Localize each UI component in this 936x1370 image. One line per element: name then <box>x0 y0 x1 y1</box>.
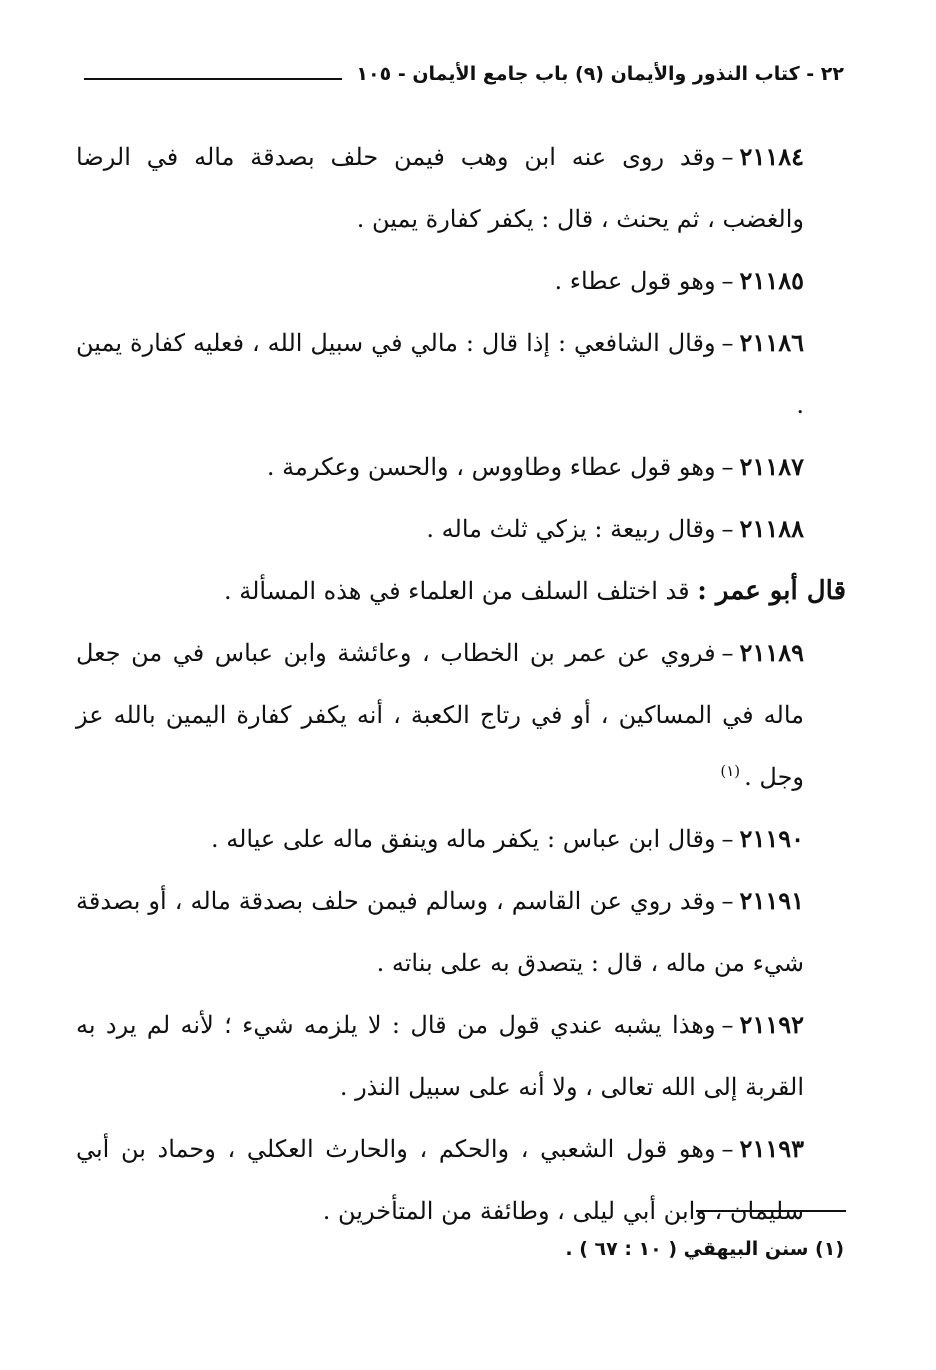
paragraph-number: ٢١١٨٩ <box>739 638 804 667</box>
paragraph-number: ٢١١٨٥ <box>739 266 804 295</box>
paragraph-number: ٢١١٨٧ <box>739 452 804 481</box>
paragraph-text: وقال الشافعي : إذا قال : مالي في سبيل الله ، فعليه كفارة يمين . <box>76 329 804 419</box>
paragraph-text: وهذا يشبه عندي قول من قال : لا يلزمه شيء ؛ لأنه لم يرد به القربة إلى الله تعالى ، ولا أنه على سبيل النذر . <box>76 1011 804 1101</box>
paragraph-21185: ٢١١٨٥–وهو قول عطاء . <box>554 266 804 295</box>
speaker-text: قد اختلف السلف من العلماء في هذه المسألة . <box>223 577 690 605</box>
paragraph-number: ٢١١٩٢ <box>739 1010 804 1039</box>
paragraph-number: ٢١١٨٨ <box>739 514 804 543</box>
paragraph-number: ٢١١٨٦ <box>739 328 804 357</box>
paragraph-21191: ٢١١٩١–وقد روي عن القاسم ، وسالم فيمن حلف بصدقة ماله ، أو بصدقة شيء من ماله ، قال : يتصدق به على بناته . <box>76 886 804 977</box>
paragraph-text: وهو قول عطاء وطاووس ، والحسن وعكرمة . <box>266 453 716 481</box>
paragraph-21189: ٢١١٨٩–فروي عن عمر بن الخطاب ، وعائشة وابن عباس في من جعل ماله في المساكين ، أو في رتاج الكعبة ، أنه يكفر كفارة اليمين بالله عز وجل .$^{(١)}$ <box>76 638 804 791</box>
main-text <box>76 126 846 1242</box>
paragraph-text: وقال ربيعة : يزكي ثلث ماله . <box>426 515 716 543</box>
running-head-text: ٢٢ - كتاب النذور والأيمان (٩) باب جامع الأيمان - ١٠٥ <box>356 63 844 85</box>
paragraph-text: وقد روي عن القاسم ، وسالم فيمن حلف بصدقة ماله ، أو بصدقة شيء من ماله ، قال : يتصدق به على بناته . <box>76 887 804 977</box>
footnote-reference: (١) <box>720 762 741 780</box>
paragraph-21193: ٢١١٩٣–وهو قول الشعبي ، والحكم ، والحارث العكلي ، وحماد بن أبي سليمان ، وابن أبي ليلى ، وطائفة من المتأخرين . <box>76 1134 804 1225</box>
footnote: (١) سنن البيهقي ( ١٠ : ٦٧ ) . <box>565 1238 844 1260</box>
header-rule <box>84 78 342 80</box>
paragraph-21184: ٢١١٨٤–وقد روى عنه ابن وهب فيمن حلف بصدقة ماله في الرضا والغضب ، ثم يحنث ، قال : يكفر كفارة يمين . <box>76 142 804 233</box>
paragraph-number: ٢١١٨٤ <box>739 142 804 171</box>
paragraph-21192: ٢١١٩٢–وهذا يشبه عندي قول من قال : لا يلزمه شيء ؛ لأنه لم يرد به القربة إلى الله تعالى ، ولا أنه على سبيل النذر . <box>76 1010 804 1101</box>
paragraph-text: وقد روى عنه ابن وهب فيمن حلف بصدقة ماله في الرضا والغضب ، ثم يحنث ، قال : يكفر كفارة يمين . <box>76 143 804 233</box>
paragraph-number: ٢١١٩٣ <box>739 1134 804 1163</box>
speaker-paragraph <box>76 560 846 622</box>
paragraph-text: وقال ابن عباس : يكفر ماله وينفق ماله على عياله . <box>210 825 716 853</box>
paragraph-text: وهو قول الشعبي ، والحكم ، والحارث العكلي ، وحماد بن أبي سليمان ، وابن أبي ليلى ، وطائفة من المتأخرين . <box>76 1135 804 1225</box>
speaker-label: قال أبو عمر : <box>697 576 846 606</box>
paragraph-number: ٢١١٩١ <box>739 886 804 915</box>
footnote-divider <box>696 1210 846 1212</box>
paragraph-number: ٢١١٩٠ <box>739 824 804 853</box>
paragraph-21186: ٢١١٨٦–وقال الشافعي : إذا قال : مالي في سبيل الله ، فعليه كفارة يمين . <box>76 328 804 419</box>
paragraph-text: فروي عن عمر بن الخطاب ، وعائشة وابن عباس في من جعل ماله في المساكين ، أو في رتاج الكعبة ، أنه يكفر كفارة اليمين بالله عز وجل . <box>76 639 804 791</box>
paragraph-21188: ٢١١٨٨–وقال ربيعة : يزكي ثلث ماله . <box>426 514 804 543</box>
paragraph-21190: ٢١١٩٠–وقال ابن عباس : يكفر ماله وينفق ماله على عياله . <box>210 824 804 853</box>
paragraph-text: وهو قول عطاء . <box>554 267 716 295</box>
running-head <box>84 56 844 92</box>
paragraph-21187: ٢١١٨٧–وهو قول عطاء وطاووس ، والحسن وعكرمة . <box>266 452 804 481</box>
